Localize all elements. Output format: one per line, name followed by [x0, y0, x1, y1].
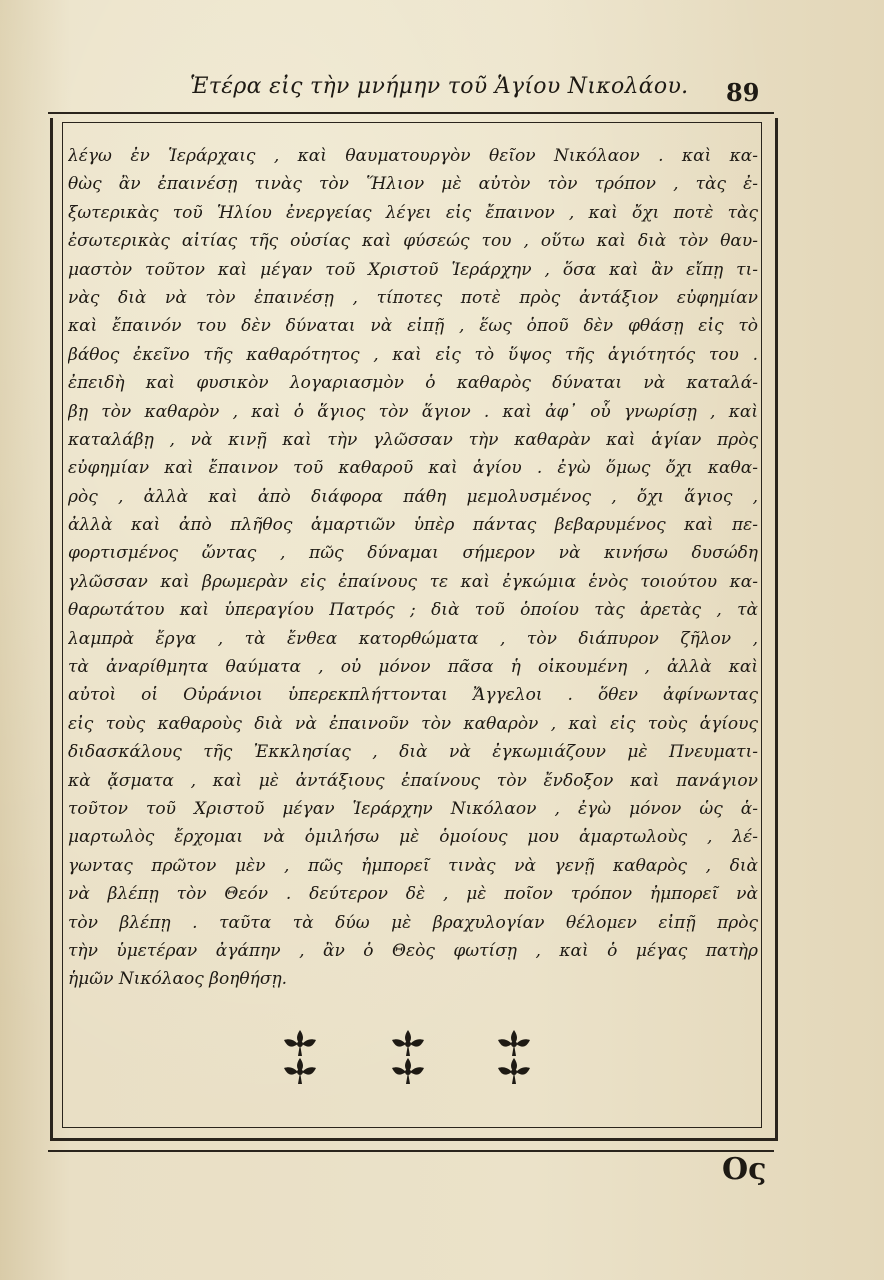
text-line: διδασκάλους τῆς Ἐκκλησίας , διὰ νὰ ἐγκωμιάζουν μὲ Πνευματι-	[68, 742, 758, 763]
text-line: καταλάβῃ , νὰ κινῇ καὶ τὴν γλῶσσαν τὴν καθαρὰν καὶ ἁγίαν πρὸς	[68, 429, 758, 450]
text-line: λέγω ἐν Ἱεράρχαις , καὶ θαυματουργὸν θεῖον Νικόλαον . καὶ κα-	[68, 146, 758, 166]
text-line: τὰ ἀναρίθμητα θαύματα , οὐ μόνον πᾶσα ἡ οἰκουμένη , ἀλλὰ καὶ	[68, 657, 758, 678]
text-line: εἰς τοὺς καθαροὺς διὰ νὰ ἐπαινοῦν τὸν καθαρὸν , καὶ εἰς τοὺς ἁγίους	[68, 713, 758, 734]
text-line: αὐτοὶ οἱ Οὐράνιοι ὑπερεκπλήττονται Ἄγγελοι . ὅθεν ἀφίνωντας	[68, 685, 758, 706]
bottom-rule	[48, 1150, 774, 1152]
text-line: λαμπρὰ ἔργα , τὰ ἔνθεα κατορθώματα , τὸν διάπυρον ζῆλον ,	[68, 628, 758, 649]
text-line: τὸν βλέπῃ . ταῦτα τὰ δύω μὲ βραχυλογίαν θέλομεν εἰπῇ πρὸς	[68, 912, 758, 933]
text-line: φορτισμένος ὤντας , πῶς δύναμαι σήμερον νὰ κινήσω δυσώδη	[68, 543, 758, 564]
text-line: θαρωτάτου καὶ ὑπεραγίου Πατρός ; διὰ τοῦ ὁποίου τὰς ἀρετὰς , τὰ	[68, 600, 758, 621]
text-line: θὼς ἂν ἐπαινέσῃ τινὰς τὸν Ἥλιον μὲ αὐτὸν τὸν τρόπον , τὰς ἐ-	[68, 174, 758, 195]
body-text	[68, 142, 758, 994]
text-line: καὶ ἔπαινόν του δὲν δύναται νὰ εἰπῇ , ἕως ὁποῦ δὲν φθάσῃ εἰς τὸ	[68, 316, 758, 337]
fleuron-icon	[484, 1026, 544, 1086]
catchword: Ος	[722, 1152, 767, 1187]
text-line: τὴν ὑμετέραν ἀγάπην , ἂν ὁ Θεὸς φωτίσῃ , καὶ ὁ μέγας πατὴρ	[68, 940, 758, 961]
page-number: 89	[726, 78, 760, 107]
text-line: βῃ τὸν καθαρὸν , καὶ ὁ ἅγιος τὸν ἅγιον . καὶ ἀφ᾽ οὗ γνωρίσῃ , καὶ	[68, 401, 758, 422]
text-line: ἀλλὰ καὶ ἀπὸ πλῆθος ἁμαρτιῶν ὑπὲρ πάντας βεβαρυμένος καὶ πε-	[68, 515, 758, 536]
text-line: εὐφημίαν καὶ ἔπαινον τοῦ καθαροῦ καὶ ἁγίου . ἐγὼ ὅμως ὄχι καθα-	[68, 458, 758, 479]
text-line: ρὸς , ἀλλὰ καὶ ἀπὸ διάφορα πάθη μεμολυσμένος , ὄχι ἅγιος ,	[68, 486, 758, 507]
text-line: κὰ ᾄσματα , καὶ μὲ ἀντάξιους ἐπαίνους τὸν ἔνδοξον καὶ πανάγιον	[68, 770, 758, 791]
text-line: γλῶσσαν καὶ βρωμερὰν εἰς ἐπαίνους τε καὶ ἐγκώμια ἑνὸς τοιούτου κα-	[68, 571, 758, 592]
text-line: νὰ βλέπῃ τὸν Θεόν . δεύτερον δὲ , μὲ ποῖον τρόπον ἠμπορεῖ νὰ	[68, 884, 758, 905]
top-rule	[48, 112, 774, 114]
text-line: ἡμῶν Νικόλαος βοηθήσῃ.	[68, 969, 288, 990]
text-line: ξωτερικὰς τοῦ Ἡλίου ἐνεργείας λέγει εἰς ἔπαινον , καὶ ὄχι ποτὲ τὰς	[68, 202, 758, 223]
text-line: γωντας πρῶτον μὲν , πῶς ἠμπορεῖ τινὰς νὰ γενῇ καθαρὸς , διὰ	[68, 855, 758, 876]
text-line: βάθος ἐκεῖνο τῆς καθαρότητος , καὶ εἰς τὸ ὕψος τῆς ἁγιότητός του .	[68, 344, 758, 365]
text-line: νὰς διὰ νὰ τὸν ἐπαινέσῃ , τίποτες ποτὲ πρὸς ἀντάξιον εὐφημίαν	[68, 287, 758, 308]
text-line: μαρτωλὸς ἔρχομαι νὰ ὁμιλήσω μὲ ὁμοίους μου ἁμαρτωλοὺς , λέ-	[68, 827, 758, 848]
text-line: μαστὸν τοῦτον καὶ μέγαν τοῦ Χριστοῦ Ἱεράρχην , ὅσα καὶ ἂν εἴπῃ τι-	[68, 259, 758, 280]
text-line: ἐσωτερικὰς αἰτίας τῆς οὐσίας καὶ φύσεώς του , οὕτω καὶ διὰ τὸν θαυ-	[68, 231, 758, 252]
fleuron-icon	[378, 1026, 438, 1086]
fleuron-ornaments	[270, 1026, 550, 1096]
text-line: τοῦτον τοῦ Χριστοῦ μέγαν Ἱεράρχην Νικόλαον , ἐγὼ μόνον ὡς ἁ-	[68, 798, 758, 819]
text-line: ἐπειδὴ καὶ φυσικὸν λογαριασμὸν ὁ καθαρὸς δύναται νὰ καταλά-	[68, 373, 758, 394]
fleuron-icon	[270, 1026, 330, 1086]
running-title: Ἑτέρα εἰς τὴν μνήμην τοῦ Ἁγίου Νικολάου.	[190, 74, 689, 99]
